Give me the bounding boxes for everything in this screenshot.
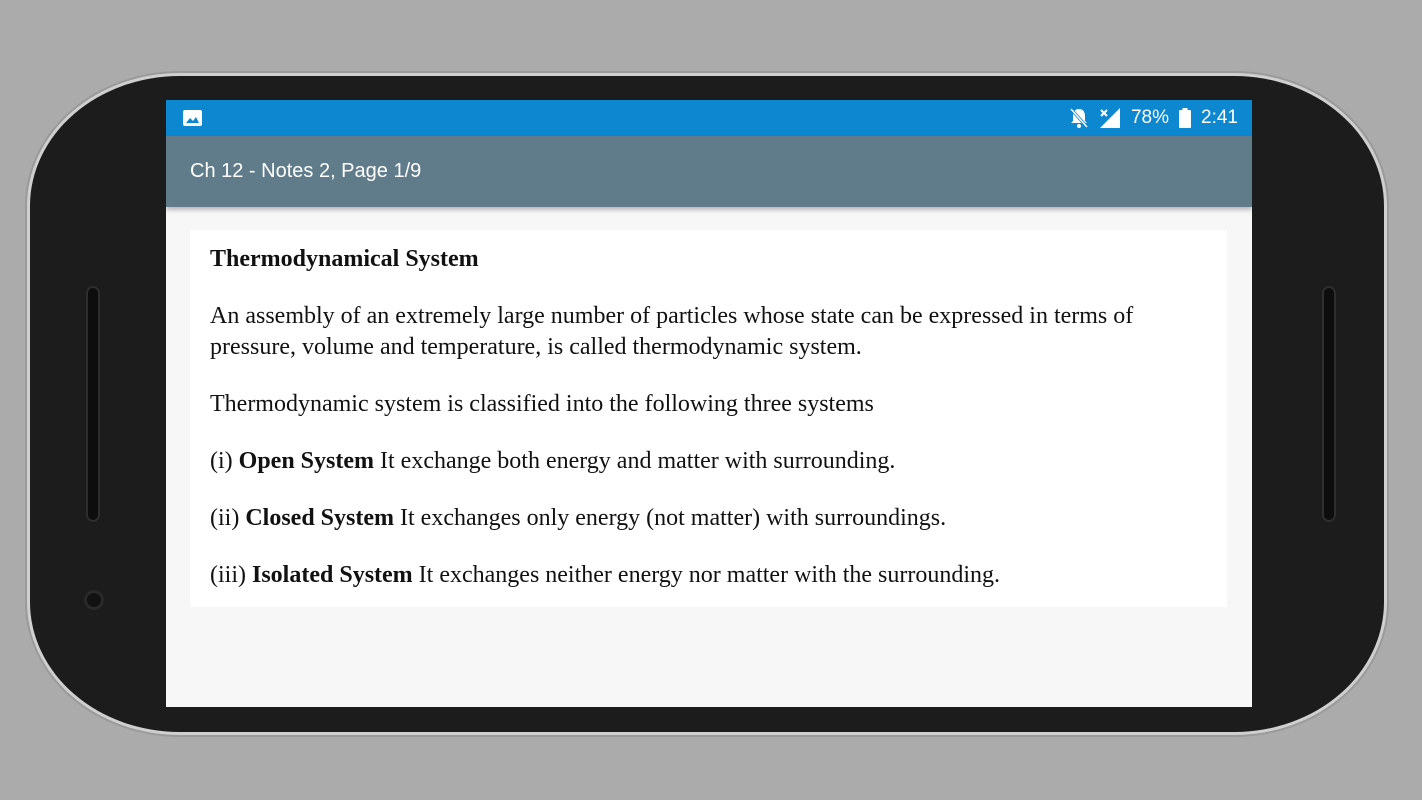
item-term: Closed System <box>245 505 394 531</box>
item-number: (i) <box>210 448 233 474</box>
status-bar <box>166 100 1252 136</box>
classification-paragraph: Thermodynamic system is classified into the following three systems <box>210 391 874 417</box>
app-bar <box>166 136 1252 207</box>
content-area <box>166 207 1252 707</box>
page-title: Ch 12 - Notes 2, Page 1/9 <box>190 160 422 182</box>
battery-icon <box>1179 108 1191 128</box>
item-term: Isolated System <box>252 562 413 588</box>
item-description: It exchanges only energy (not matter) with surroundings. <box>400 505 947 531</box>
speaker-grille-right <box>1322 286 1336 522</box>
item-term: Open System <box>238 448 374 474</box>
item-description: It exchange both energy and matter with surrounding. <box>380 448 896 474</box>
list-item <box>210 503 1207 534</box>
speaker-grille-left <box>86 286 100 522</box>
note-card <box>190 230 1227 607</box>
bell-off-icon <box>1069 107 1089 129</box>
clock: 2:41 <box>1201 107 1238 128</box>
list-item <box>210 560 1207 591</box>
definition-paragraph: An assembly of an extremely large number of particles whose state can be expressed in terms of pressure, volume and temperature, is called thermodynamic system. <box>210 303 1134 360</box>
no-signal-icon <box>1099 108 1121 128</box>
list-item <box>210 446 1207 477</box>
battery-percent: 78% <box>1130 107 1170 128</box>
image-icon <box>183 110 202 126</box>
front-camera <box>84 590 104 610</box>
note-heading: Thermodynamical System <box>210 246 479 272</box>
item-number: (iii) <box>210 562 246 588</box>
device-screen <box>166 100 1252 707</box>
item-description: It exchanges neither energy nor matter with the surrounding. <box>418 562 1001 588</box>
item-number: (ii) <box>210 505 240 531</box>
